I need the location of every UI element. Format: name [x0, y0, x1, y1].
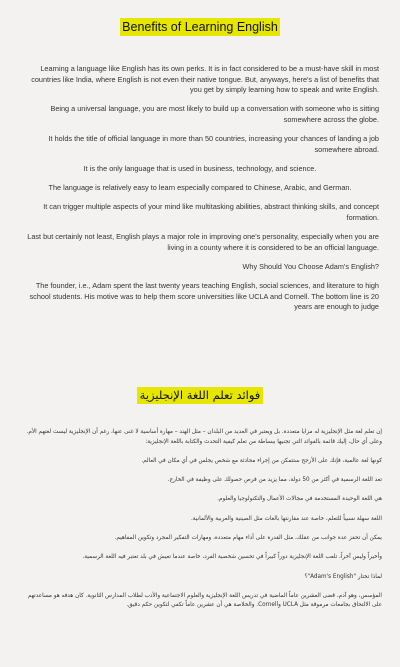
english-paragraph: It can trigger multiple aspects of your mind like multitasking abilities, abstract thinking skills, and concept formation.: [43, 202, 379, 222]
arabic-paragraph: المؤسس، وهو آدم، قضى العشرين عاماً الماضية في تدريس اللغة الإنجليزية والعلوم الاجتماعية والأدب لطلاب المدارس الثانوية. كان هدفه هو مساعدتهم على الالتحاق بجامعات مرموقة مثل UCLA وCornell. والخلاصة هي أن عشرين عاماً تكفي لتكوين حكم دقيق.: [27, 592, 382, 609]
english-paragraph: The language is relatively easy to learn especially compared to Chinese, Arabic, and German.: [48, 183, 352, 193]
arabic-title-wrap: [18, 335, 382, 404]
arabic-subheading: لماذا تختار "Adam's English"؟: [304, 573, 382, 580]
english-paragraph: It holds the title of official language in more than 50 countries, increasing your chances of landing a job somewhere abroad.: [48, 134, 379, 154]
arabic-body: [18, 428, 382, 611]
english-paragraph: Last but certainly not least, English plays a major role in improving one's personality, especially when you are living in a county where it is considered to be an official language.: [27, 232, 379, 252]
english-title-wrap: [21, 0, 379, 36]
english-paragraph: The founder, i.e., Adam spent the last twenty years teaching English, social sciences, and literature to high school students. His motive was to help them score universities like UCLA and Cornell. The bottom line is 20 years are enough to judge: [29, 281, 379, 312]
english-intro-paragraph: Learning a language like English has its own perks. It is in fact considered to be a must-have skill in most countries like India, where English is not even their native tongue. But, anyways, here's a list of benefits that you get by simply learning how to speak and write English.: [31, 64, 379, 95]
arabic-paragraph: وأخيراً وليس آخراً، تلعب اللغة الإنجليزية دوراً كبيراً في تحسين شخصية الفرد، خاصة عندما تعيش في بلد تعتبر فيه اللغة الرسمية.: [82, 554, 382, 561]
english-body: [21, 64, 379, 313]
arabic-paragraph: تعد اللغة الرسمية في أكثر من 50 دولة، مما يزيد من فرص حصولك على وظيفة في الخارج.: [167, 477, 382, 484]
english-title: Benefits of Learning English: [122, 20, 278, 34]
english-paragraph: Being a universal language, you are most likely to build up a conversation with someone who is sitting somewhere across the globe.: [50, 104, 379, 124]
arabic-section: [0, 335, 400, 667]
arabic-paragraph: هي اللغة الوحيدة المستخدمة في مجالات الأعمال والتكنولوجيا والعلوم.: [217, 496, 382, 503]
arabic-paragraph: اللغة سهلة نسبياً للتعلم، خاصة عند مقارنتها بالغات مثل الصينية والعربية والألمانية.: [190, 515, 382, 522]
arabic-intro-paragraph: إن تعلم لغة مثل الإنجليزية له مزايا متعددة. بل ويعتبر في العديد من البلدان – مثل الهند – مهارة أساسية لا غنى عنها، رغم أن الإنجليزية ليست لغتهم الأم. وعلى أي حال، إليك قائمة بالفوائد التي تجنيها ببساطة من تعلم كيفية التحدث والكتابة باللغة الإنجليزية:: [26, 429, 382, 445]
arabic-paragraph: يمكن أن تحفز عدة جوانب من عقلك، مثل القدرة على أداء مهام متعددة، ومهارات التفكير المجرد وتكوين المفاهيم.: [114, 535, 382, 541]
english-paragraph: It is the only language that is used in business, technology, and science.: [83, 163, 317, 173]
arabic-title: فوائد تعلم اللغة الإنجليزية: [137, 387, 264, 404]
arabic-paragraph: كونها لغة عالمية، فإنك على الأرجح ستتمكن من إجراء محادثة مع شخص يجلس في أي مكان في العالم.: [141, 457, 382, 464]
english-subheading: Why Should You Choose Adam's English?: [242, 261, 379, 271]
